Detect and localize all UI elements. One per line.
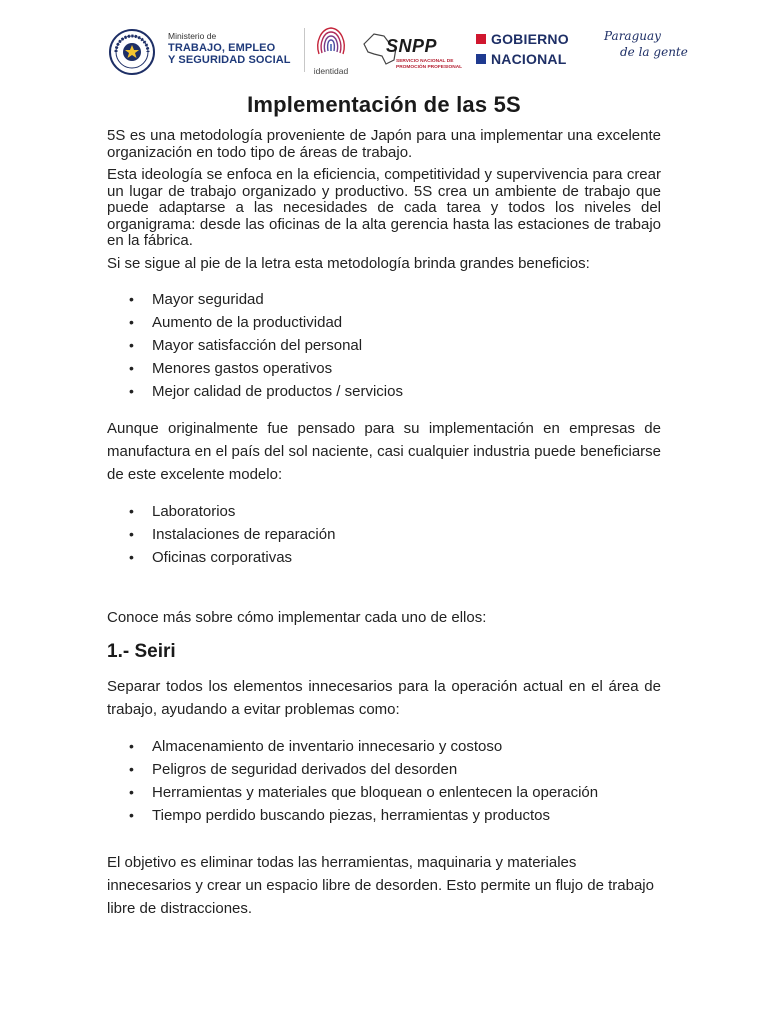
header-logos [104, 22, 694, 76]
bullet-icon: • [129, 738, 134, 754]
bullet-icon: • [129, 784, 134, 800]
paraguay-script-line2: de la gente [620, 45, 688, 59]
gobierno-nacional-logo [476, 30, 594, 72]
republic-seal-logo [108, 28, 156, 76]
bullet-icon: • [129, 360, 134, 376]
seiri-problems-list [107, 735, 661, 827]
list-item-text: Almacenamiento de inventario innecesario y costoso [152, 738, 503, 755]
list-item-text: Mayor satisfacción del personal [152, 337, 363, 354]
intro-paragraph: 5S es una metodología proveniente de Japón para una implementar una excelente organización en todo tipo de áreas de trabajo. [107, 127, 661, 161]
bullet-icon: • [129, 503, 134, 519]
list-item-text: Mejor calidad de productos / servicios [152, 383, 403, 400]
benefits-list [107, 288, 661, 403]
mtess-line2: Y SEGURIDAD SOCIAL [168, 53, 291, 66]
list-item [107, 546, 661, 569]
logo-divider [304, 28, 305, 72]
mtess-logo [168, 32, 291, 67]
bullet-icon: • [129, 807, 134, 823]
section-heading-seiri: 1.- Seiri [107, 641, 176, 662]
paraguay-de-la-gente-logo [600, 28, 690, 72]
list-item-text: Mayor seguridad [152, 291, 264, 308]
list-item [107, 500, 661, 523]
list-item [107, 334, 661, 357]
snpp-wordmark: SNPP [386, 36, 438, 56]
industries-intro: Aunque originalmente fue pensado para su implementación en empresas de manufactura en el país del sol naciente, casi cualquier industria puede beneficiarse de este excelente modelo: [107, 420, 661, 483]
list-item-text: Tiempo perdido buscando piezas, herramientas y productos [152, 807, 550, 824]
industries-list [107, 500, 661, 569]
fingerprint-icon [311, 24, 351, 60]
list-item-text: Aumento de la productividad [152, 314, 343, 331]
learn-more-line: Conoce más sobre cómo implementar cada uno de ellos: [107, 609, 487, 626]
bullet-icon: • [129, 549, 134, 565]
gobierno-label: GOBIERNO [491, 31, 569, 47]
list-item [107, 804, 661, 827]
bullet-icon: • [129, 337, 134, 353]
list-item [107, 311, 661, 334]
paraguay-script-line1: Paraguay [604, 29, 661, 43]
seiri-closing: El objetivo es eliminar todas las herramientas, maquinaria y materiales innecesarios y crear un espacio libre de desorden. Esto permite un flujo de trabajo libre de distracciones. [107, 854, 654, 917]
benefits-intro: Si se sigue al pie de la letra esta metodología brinda grandes beneficios: [107, 254, 590, 272]
identidad-logo [308, 24, 354, 76]
snpp-logo [360, 26, 466, 74]
list-item [107, 781, 661, 804]
bullet-icon: • [129, 761, 134, 777]
list-item-text: Instalaciones de reparación [152, 526, 336, 543]
document-body [107, 92, 661, 920]
seiri-intro: Separar todos los elementos innecesarios para la operación actual en el área de trabajo, ayudando a evitar problemas como: [107, 678, 661, 718]
list-item-text: Menores gastos operativos [152, 360, 333, 377]
bullet-icon: • [129, 291, 134, 307]
red-square-icon [476, 34, 486, 44]
ideology-paragraph: Esta ideología se enfoca en la eficiencia, competitividad y supervivencia para crear un lugar de trabajo organizado y productivo. 5S crea un ambiente de trabajo que puede adaptarse a las necesidades de cada tarea y todos los niveles del organigrama: desde las oficinas de la alta gerencia hasta las estaciones de trabajo en la fábrica. [107, 166, 661, 249]
list-item-text: Oficinas corporativas [152, 549, 293, 566]
list-item-text: Laboratorios [152, 503, 236, 520]
snpp-subtitle: SERVICIO NACIONAL DE PROMOCIÓN PROFESIONAL [396, 59, 463, 70]
list-item [107, 523, 661, 546]
list-item-text: Herramientas y materiales que bloquean o enlentecen la operación [152, 784, 599, 801]
bullet-icon: • [129, 383, 134, 399]
list-item-text: Peligros de seguridad derivados del desorden [152, 761, 458, 778]
mtess-ministerio-label: Ministerio de [168, 31, 217, 41]
nacional-label: NACIONAL [491, 51, 567, 67]
identidad-label: identidad [313, 66, 349, 76]
list-item [107, 288, 661, 311]
bullet-icon: • [129, 314, 134, 330]
list-item [107, 758, 661, 781]
mtess-line1: TRABAJO, EMPLEO [168, 41, 276, 54]
document-title: Implementación de las 5S [247, 92, 521, 117]
list-item [107, 735, 661, 758]
blue-square-icon [476, 54, 486, 64]
list-item [107, 380, 661, 403]
list-item [107, 357, 661, 380]
bullet-icon: • [129, 526, 134, 542]
